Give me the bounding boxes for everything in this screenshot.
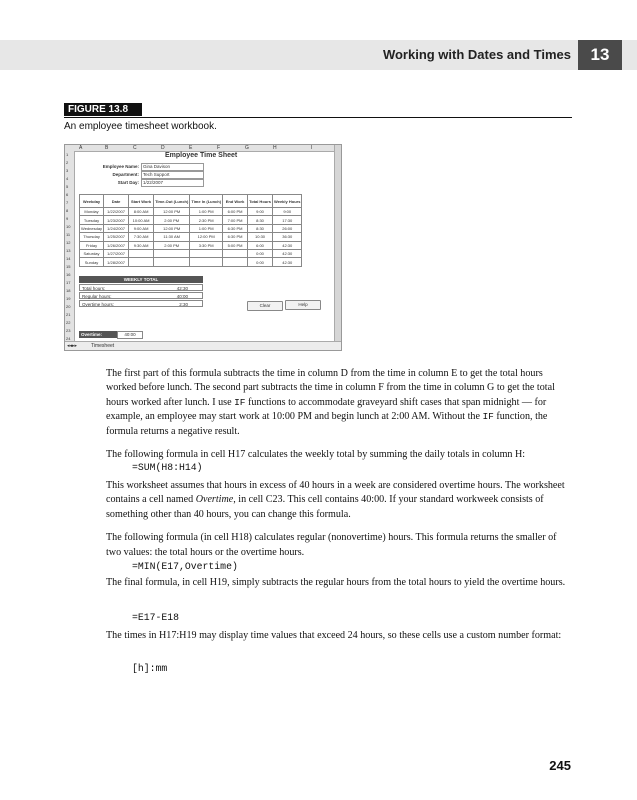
start-day-value: 1/22/2007 — [141, 179, 204, 187]
column-header: D — [161, 145, 165, 151]
column-header: H — [273, 145, 277, 151]
sheet-tab-bar — [65, 341, 341, 350]
table-cell — [154, 249, 190, 257]
figure-label: FIGURE 13.8 — [64, 103, 142, 116]
regular-hours-value: 40:00 — [176, 294, 188, 299]
table-cell: 1/22/2007 — [104, 208, 129, 216]
overtime-hours-label: Overtime hours: — [82, 302, 115, 307]
row-header: 9 — [66, 216, 69, 221]
tab-nav-arrows-icon[interactable]: ◂◂▸▸ — [67, 343, 78, 349]
row-header: 13 — [66, 248, 71, 253]
table-cell: 1:00 PM — [190, 224, 223, 232]
table-cell: 1/28/2007 — [104, 258, 129, 266]
table-cell: 1/23/2007 — [104, 216, 129, 224]
table-cell — [223, 258, 248, 266]
table-header-row — [80, 195, 302, 208]
department-label: Department: — [112, 172, 139, 177]
table-cell: 9:30 AM — [129, 241, 154, 249]
figure-rule — [64, 117, 572, 118]
table-cell: 1/25/2007 — [104, 233, 129, 241]
department-value: Tech Support — [141, 171, 204, 179]
text-run: The first part of this formula subtracts the time in column D from the time in column E to get the total hours worked before lunch. The second part subtracts the time in column F from the time in column G to get the total hours worked after lunch. I use — [106, 368, 555, 408]
row-header: 23 — [66, 328, 71, 333]
table-cell: 8:30 — [248, 216, 273, 224]
table-cell: Thursday — [80, 233, 104, 241]
row-header: 14 — [66, 256, 71, 261]
table-header-cell: Total Hours — [248, 195, 273, 208]
text-run: This worksheet assumes that hours in excess of 40 hours in a week are considered overtime hours. The worksheet contains a cell named — [106, 480, 565, 506]
chapter-number-badge: 13 — [578, 40, 622, 70]
body-text — [106, 367, 572, 471]
table-cell: 3:30 PM — [190, 241, 223, 249]
table-cell: 2:00 PM — [154, 241, 190, 249]
overtime-hours-row — [79, 300, 203, 307]
employee-name-value: Gina Davison — [141, 163, 204, 171]
total-hours-value: 42:30 — [176, 286, 188, 291]
table-cell: 10:30 — [248, 233, 273, 241]
body-text — [106, 576, 572, 599]
table-cell: 1/26/2007 — [104, 241, 129, 249]
code-line: =SUM(H8:H14) — [132, 462, 203, 473]
code-line: [h]:mm — [132, 663, 168, 674]
total-hours-row — [79, 284, 203, 291]
table-cell: 6:00 PM — [223, 208, 248, 216]
sheet-title: Employee Time Sheet — [165, 152, 238, 159]
table-row — [80, 258, 302, 266]
text-run: function, the formula returns a negative result. — [106, 411, 548, 437]
table-cell: 9:00 — [273, 208, 302, 216]
figure-caption: An employee timesheet workbook. — [64, 121, 217, 132]
table-cell: 10:00 AM — [129, 216, 154, 224]
table-cell — [154, 258, 190, 266]
table-row — [80, 249, 302, 257]
overtime-value: 40:00 — [117, 331, 143, 339]
table-row — [80, 208, 302, 216]
row-header: 19 — [66, 296, 71, 301]
row-header: 3 — [66, 168, 69, 173]
timesheet-table — [79, 194, 302, 267]
table-header-cell: Weekday — [80, 195, 104, 208]
table-header-cell: Date — [104, 195, 129, 208]
column-header: I — [311, 145, 313, 151]
column-headers — [65, 145, 341, 152]
table-cell: 42:30 — [273, 249, 302, 257]
table-cell: 2:30 PM — [190, 216, 223, 224]
row-header: 11 — [66, 232, 71, 237]
table-cell: 6:00 — [248, 241, 273, 249]
sheet-tab[interactable]: Timesheet — [91, 343, 115, 349]
inline-code: IF — [482, 411, 494, 423]
table-cell: 9:00 AM — [129, 224, 154, 232]
table-cell — [190, 258, 223, 266]
paragraph — [106, 367, 572, 439]
help-button[interactable]: Help — [285, 300, 321, 310]
table-cell: 42:30 — [273, 258, 302, 266]
column-header: G — [245, 145, 249, 151]
row-headers — [65, 151, 75, 341]
row-header: 18 — [66, 288, 71, 293]
table-row — [80, 241, 302, 249]
paragraph — [106, 479, 572, 522]
table-header-cell: Start Work — [129, 195, 154, 208]
row-header: 24 — [66, 336, 71, 341]
paragraph: The following formula (in cell H18) calculates regular (nonovertime) hours. This formula returns the smaller of two values: the total hours or the overtime hours. — [106, 532, 557, 558]
table-cell — [129, 249, 154, 257]
table-cell: 0:00 — [248, 249, 273, 257]
table-cell: 5:00 PM — [223, 241, 248, 249]
column-header: E — [189, 145, 193, 151]
table-cell: 9:00 — [248, 208, 273, 216]
weekly-total-header: WEEKLY TOTAL — [79, 276, 203, 283]
total-hours-label: Total hours: — [82, 286, 106, 291]
paragraph: The times in H17:H19 may display time values that exceed 24 hours, so these cells use a custom number format: — [106, 630, 562, 641]
row-header: 16 — [66, 272, 71, 277]
row-header: 12 — [66, 240, 71, 245]
row-header: 21 — [66, 312, 71, 317]
table-row — [80, 224, 302, 232]
table-header-cell: Weekly Hours — [273, 195, 302, 208]
table-row — [80, 216, 302, 224]
row-header: 10 — [66, 224, 71, 229]
overtime-label: Overtime: — [79, 331, 117, 338]
table-row — [80, 233, 302, 241]
vertical-scrollbar[interactable] — [334, 145, 341, 341]
table-cell: 2:00 PM — [154, 216, 190, 224]
clear-button[interactable]: Clear — [247, 301, 283, 311]
table-cell: 8:00 AM — [129, 208, 154, 216]
table-cell: Saturday — [80, 249, 104, 257]
row-header: 7 — [66, 200, 69, 205]
table-cell: 6:30 PM — [223, 224, 248, 232]
code-line: =MIN(E17,Overtime) — [132, 561, 238, 572]
table-cell — [223, 249, 248, 257]
table-cell: 12:00 PM — [154, 208, 190, 216]
row-header: 15 — [66, 264, 71, 269]
table-cell: 26:00 — [273, 224, 302, 232]
table-cell: 36:30 — [273, 233, 302, 241]
page-number: 245 — [549, 758, 571, 773]
body-text — [106, 479, 572, 569]
row-header: 2 — [66, 160, 69, 165]
overtime-hours-value: 2:30 — [179, 302, 188, 307]
table-cell: 0:00 — [248, 258, 273, 266]
table-cell: Monday — [80, 208, 104, 216]
table-cell: 12:00 PM — [154, 224, 190, 232]
start-day-label: Start Day: — [117, 180, 139, 185]
table-cell: 12:00 PM — [190, 233, 223, 241]
row-header: 8 — [66, 208, 69, 213]
running-header-title: Working with Dates and Times — [382, 47, 571, 62]
table-header-cell: Time In (Lunch) — [190, 195, 223, 208]
table-cell: Friday — [80, 241, 104, 249]
table-cell: Tuesday — [80, 216, 104, 224]
text-run: , in cell C23. This cell contains 40:00. If your standard workweek consists of something other than 40 hours, you can change this formula. — [106, 494, 544, 520]
body-text — [106, 629, 572, 652]
row-header: 17 — [66, 280, 71, 285]
column-header: B — [105, 145, 109, 151]
row-header: 5 — [66, 184, 69, 189]
table-cell: 1/27/2007 — [104, 249, 129, 257]
paragraph: The final formula, in cell H19, simply subtracts the regular hours from the total hours to yield the overtime hours. — [106, 577, 566, 588]
table-cell: Sunday — [80, 258, 104, 266]
text-run: functions to accommodate graveyard shift cases that span midnight — for example, an employee may start work at 10:00 PM and begin lunch at 2:00 AM. Without the — [106, 396, 547, 423]
italic-term: Overtime — [195, 494, 234, 506]
column-header: C — [133, 145, 137, 151]
table-cell: 8:30 — [248, 224, 273, 232]
row-header: 22 — [66, 320, 71, 325]
table-cell: 1:00 PM — [190, 208, 223, 216]
table-cell — [190, 249, 223, 257]
inline-code: IF — [234, 396, 246, 408]
table-cell — [129, 258, 154, 266]
table-cell: Wednesday — [81, 225, 103, 231]
table-cell: 1/24/2007 — [104, 224, 129, 232]
table-header-cell: Time-Out (Lunch) — [154, 195, 190, 208]
employee-name-label: Employee Name: — [102, 164, 139, 169]
code-line: =E17-E18 — [132, 612, 180, 623]
paragraph: The following formula in cell H17 calculates the weekly total by summing the daily totals in column H: — [106, 449, 526, 461]
row-header: 20 — [66, 304, 71, 309]
table-cell: 17:30 — [273, 216, 302, 224]
spreadsheet-screenshot — [64, 144, 342, 351]
table-cell: 7:00 PM — [223, 216, 248, 224]
table-cell: 7:30 AM — [129, 233, 154, 241]
row-header: 4 — [66, 176, 69, 181]
table-cell: 11:30 AM — [154, 233, 190, 241]
regular-hours-label: Regular hours: — [82, 294, 112, 299]
regular-hours-row — [79, 292, 203, 299]
row-header: 1 — [66, 152, 69, 157]
row-header: 6 — [66, 192, 69, 197]
column-header: F — [217, 145, 221, 151]
column-header: A — [79, 145, 83, 151]
table-header-cell: End Work — [223, 195, 248, 208]
table-cell: 42:30 — [273, 241, 302, 249]
table-cell: 6:30 PM — [223, 233, 248, 241]
